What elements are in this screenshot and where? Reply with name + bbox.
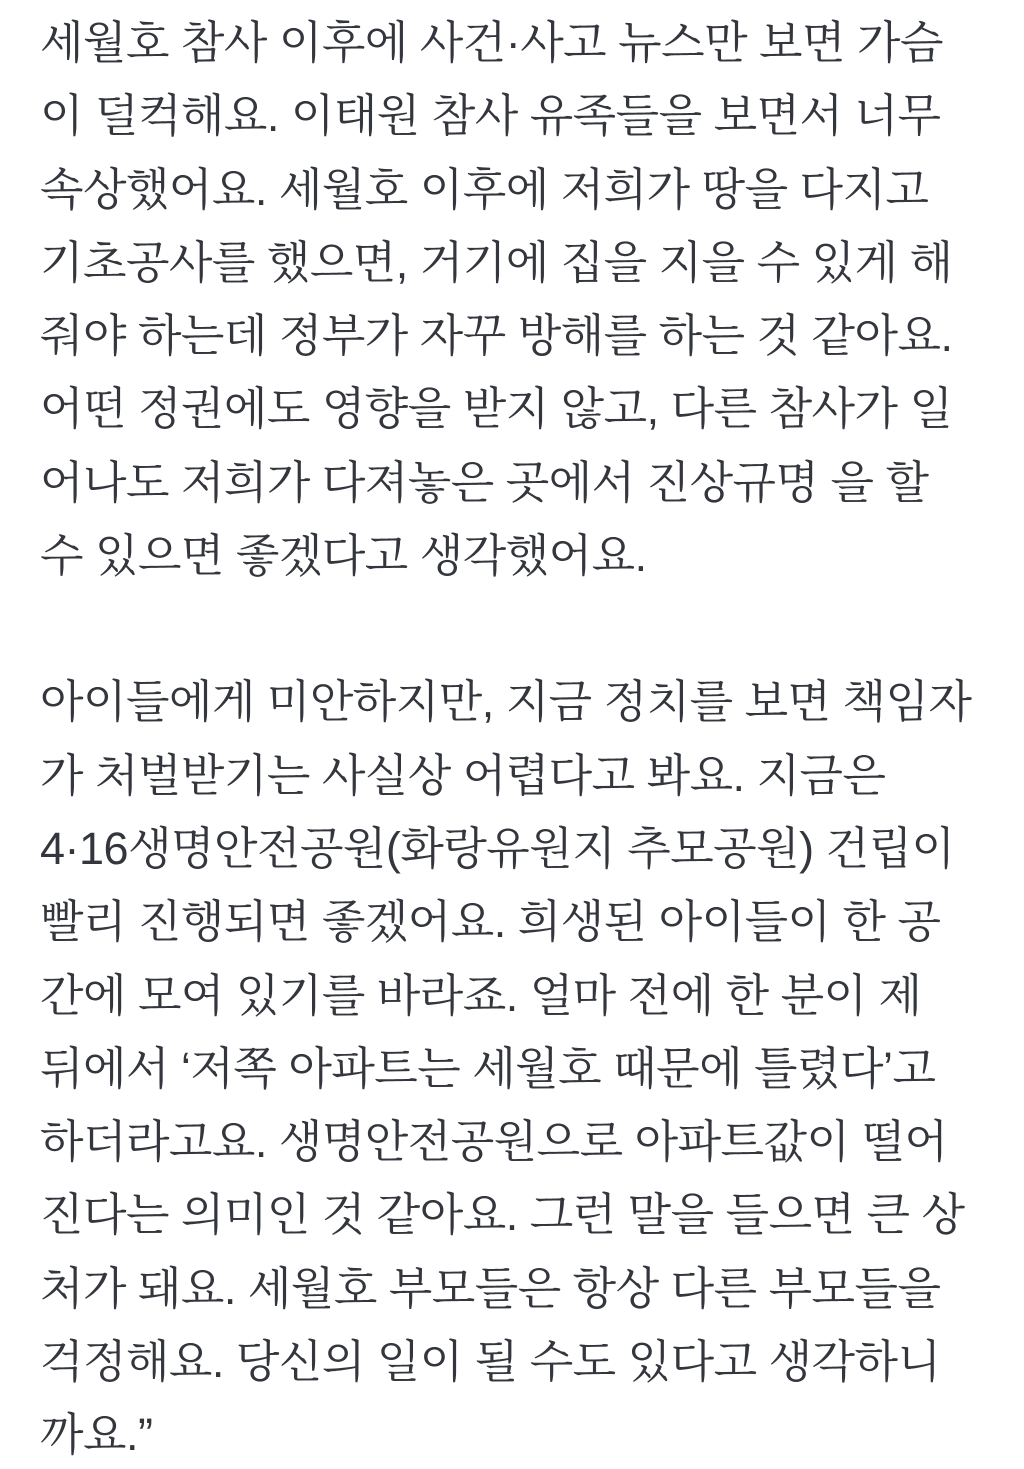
article-line: 하더라고요. 생명안전공원으로 아파트값이 떨어 [40, 1116, 948, 1168]
article-line: 빨리 진행되면 좋겠어요. 희생된 아이들이 한 공 [40, 896, 941, 948]
article-line: 처가 돼요. 세월호 부모들은 항상 다른 부모들을 [40, 1262, 941, 1314]
article-line: 뒤에서 ‘저쪽 아파트는 세월호 때문에 틀렸다’고 [40, 1042, 936, 1094]
paragraph-2 [40, 665, 990, 1469]
article-line: 까요.” [40, 1409, 153, 1461]
article-line: 진다는 의미인 것 같아요. 그런 말을 들으면 큰 상 [40, 1189, 965, 1241]
article-line: 걱정해요. 당신의 일이 될 수도 있다고 생각하니 [40, 1336, 941, 1388]
paragraph-1 [40, 6, 990, 592]
article-line: 간에 모여 있기를 바라죠. 얼마 전에 한 분이 제 [40, 969, 922, 1021]
article-line: 수 있으면 좋겠다고 생각했어요. [40, 530, 647, 582]
article-line: 속상했어요. 세월호 이후에 저희가 땅을 다지고 [40, 163, 929, 215]
article-line: 가 처벌받기는 사실상 어렵다고 봐요. 지금은 [40, 749, 886, 801]
article-line: 어떤 정권에도 영향을 받지 않고, 다른 참사가 일 [40, 383, 953, 435]
article-line: 이 덜컥해요. 이태원 참사 유족들을 보면서 너무 [40, 90, 941, 142]
article-line: 줘야 하는데 정부가 자꾸 방해를 하는 것 같아요. [40, 310, 953, 362]
article-line: 아이들에게 미안하지만, 지금 정치를 보면 책임자 [40, 676, 972, 728]
article-line: 4·16생명안전공원(화랑유원지 추모공원) 건립이 [40, 822, 955, 874]
article-line: 세월호 참사 이후에 사건·사고 뉴스만 보면 가슴 [40, 17, 943, 68]
article-line: 기초공사를 했으면, 거기에 집을 지을 수 있게 해 [40, 236, 953, 288]
article-line: 어나도 저희가 다져놓은 곳에서 진상규명 을 할 [40, 456, 929, 508]
